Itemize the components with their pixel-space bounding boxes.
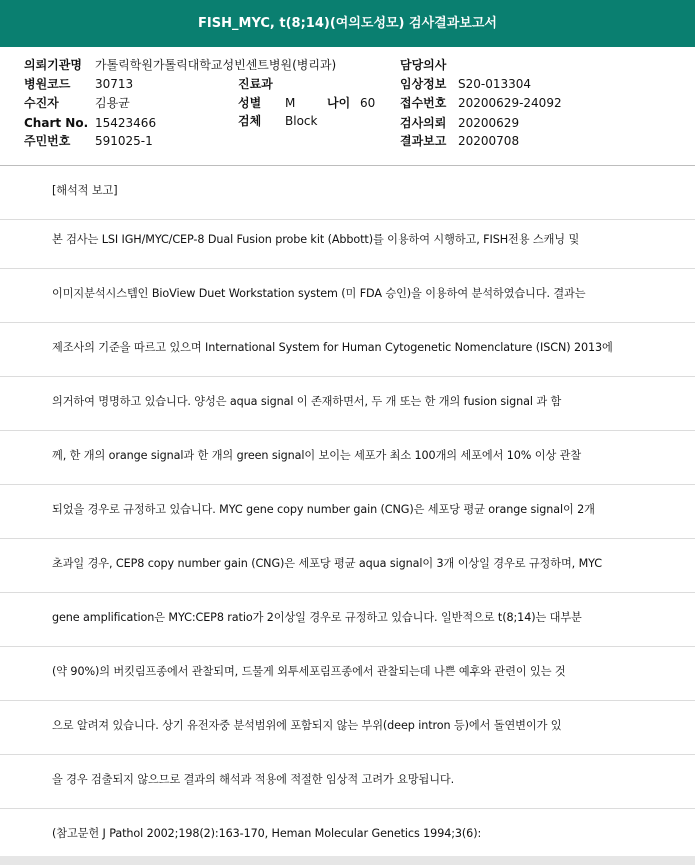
report-line-text: 으로 알려져 있습니다. 상기 유전자중 분석범위에 포함되지 않는 부위(deep intron 등)에서 돌연변이가 있 — [52, 719, 562, 732]
report-line — [0, 431, 695, 485]
chart-value: 15423466 — [95, 116, 157, 130]
patient-value: 김용균 — [95, 96, 130, 110]
report-title: FISH_MYC, t(8;14)(여의도성모) 검사결과보고서 — [0, 0, 695, 47]
report-label: 결과보고 — [400, 134, 447, 148]
org-value: 가톨릭학원가톨릭대학교성빈센트병원(병리과) — [95, 58, 337, 72]
clinical-label: 임상정보 — [400, 77, 447, 91]
report-line — [0, 647, 695, 701]
sex-value: M — [285, 96, 296, 110]
report-header — [0, 47, 695, 166]
report-line-text: (참고문헌 J Pathol 2002;198(2):163-170, Heman Molecular Genetics 1994;3(6): — [52, 827, 482, 840]
report-line — [0, 755, 695, 809]
hospcode-label: 병원코드 — [24, 77, 71, 91]
report-line-text: 되었을 경우로 규정하고 있습니다. MYC gene copy number gain (CNG)은 세포당 평균 orange signal이 2개 — [52, 503, 595, 516]
report-line — [0, 269, 695, 323]
hospcode-value: 30713 — [95, 77, 134, 91]
report-line-text: (약 90%)의 버킷림프종에서 관찰되며, 드물게 외투세포림프종에서 관찰되는데 나쁜 예후와 관련이 있는 것 — [52, 665, 566, 678]
report-line — [0, 485, 695, 539]
report-line-text: 초과일 경우, CEP8 copy number gain (CNG)은 세포당 평균 aqua signal이 3개 이상일 경우로 규정하며, MYC — [52, 557, 602, 570]
report-value: 20200708 — [458, 134, 520, 148]
doctor-label: 담당의사 — [400, 58, 447, 72]
report-line-text: 본 검사는 LSI IGH/MYC/CEP-8 Dual Fusion probe kit (Abbott)를 이용하여 시행하고, FISH전용 스캐닝 및 — [52, 233, 580, 246]
age-label: 나이 — [327, 96, 351, 110]
report-line — [0, 215, 695, 269]
sex-label: 성별 — [238, 96, 262, 110]
report-line-text: 이미지분석시스템인 BioView Duet Workstation system (미 FDA 승인)을 이용하여 분석하였습니다. 결과는 — [52, 287, 586, 300]
id-label: 주민번호 — [24, 134, 71, 148]
request-label: 검사의뢰 — [400, 116, 447, 130]
org-label: 의뢰기관명 — [24, 58, 82, 72]
accession-value: 20200629-24092 — [458, 96, 562, 110]
dept-label: 진료과 — [238, 77, 273, 91]
age-value: 60 — [360, 96, 376, 110]
clinical-value: S20-013304 — [458, 77, 532, 91]
report-line-text: [해석적 보고] — [52, 184, 118, 197]
report-line — [0, 809, 695, 856]
interpretive-report — [0, 166, 695, 856]
accession-label: 접수번호 — [400, 96, 447, 110]
id-value: 591025-1 — [95, 134, 153, 148]
chart-label: Chart No. — [24, 116, 89, 130]
specimen-label: 검체 — [238, 114, 262, 128]
report-line — [0, 166, 695, 220]
report-line — [0, 701, 695, 755]
report-line-text: gene amplification은 MYC:CEP8 ratio가 2이상일 경우로 규정하고 있습니다. 일반적으로 t(8;14)는 대부분 — [52, 611, 582, 624]
report-line-text: 을 경우 검출되지 않으므로 결과의 해석과 적용에 적절한 임상적 고려가 요망됩니다. — [52, 773, 455, 786]
patient-label: 수진자 — [24, 96, 59, 110]
report-line-text: 의거하여 명명하고 있습니다. 양성은 aqua signal 이 존재하면서, 두 개 또는 한 개의 fusion signal 과 함 — [52, 395, 562, 408]
report-line-text: 제조사의 기준을 따르고 있으며 International System for Human Cytogenetic Nomenclature (ISCN) 2013에 — [52, 341, 613, 354]
request-value: 20200629 — [458, 116, 520, 130]
report-line — [0, 323, 695, 377]
report-line — [0, 593, 695, 647]
page-bottom-margin — [0, 856, 695, 865]
specimen-value: Block — [285, 114, 318, 128]
report-line-text: 께, 한 개의 orange signal과 한 개의 green signal이 보이는 세포가 최소 100개의 세포에서 10% 이상 관찰 — [52, 449, 582, 462]
report-line — [0, 539, 695, 593]
report-line — [0, 377, 695, 431]
